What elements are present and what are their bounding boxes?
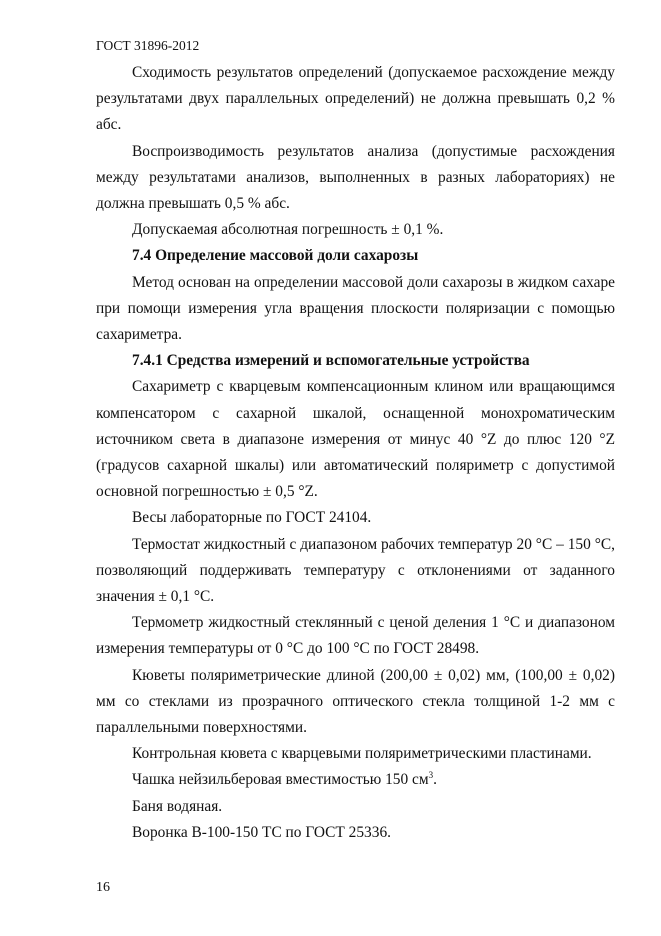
- document-header: ГОСТ 31896-2012: [96, 38, 200, 53]
- paragraph-control-cuvette: Контрольная кювета с кварцевыми поляриметрическими пластинами.: [132, 745, 592, 763]
- section-heading-7-4: 7.4 Определение массовой доли сахарозы: [132, 247, 419, 265]
- dish-superscript: 3: [428, 770, 434, 781]
- paragraph-dish: [96, 767, 615, 793]
- paragraph-thermometer: Термометр жидкостный стеклянный с ценой деления 1 °С и диапазоном измерения температуры от 0 °С до 100 °С по ГОСТ 28498.: [96, 614, 615, 658]
- paragraph-water-bath: Баня водяная.: [132, 797, 223, 815]
- paragraph-reproducibility: Воспроизводимость результатов анализа (допустимые расхождения между результатами анализов, выполненных в разных лабораториях) не должна превышать 0,5 % абс.: [96, 142, 615, 213]
- paragraph-scales: Весы лабораторные по ГОСТ 24104.: [132, 509, 372, 527]
- dish-end: .: [433, 771, 437, 789]
- paragraph-method: Метод основан на определении массовой доли сахарозы в жидком сахаре при помощи измерения угла вращения плоскости поляризации с помощью сахариметра.: [96, 273, 615, 344]
- section-heading-7-4-1: 7.4.1 Средства измерений и вспомогательные устройства: [132, 352, 530, 370]
- paragraph-error: Допускаемая абсолютная погрешность ± 0,1 %.: [132, 221, 444, 239]
- paragraph-thermostat: Термостат жидкостный с диапазоном рабочих температур 20 °С – 150 °С, позволяющий поддерживать температуру с отклонениями от заданного значения ± 0,1 °С.: [96, 535, 615, 606]
- document-body: [96, 60, 615, 846]
- paragraph-funnel: Воронка В-100-150 ТС по ГОСТ 25336.: [132, 823, 391, 841]
- paragraph-convergence: Сходимость результатов определений (допускаемое расхождение между результатами двух параллельных определений) не должна превышать 0,2 % абс.: [96, 64, 615, 134]
- paragraph-cuvettes: Кюветы поляриметрические длиной (200,00 ± 0,02) мм, (100,00 ± 0,02) мм со стеклами из прозрачного оптического стекла толщиной 1-2 мм с параллельными поверхностями.: [96, 666, 615, 737]
- page-number: 16: [96, 880, 110, 895]
- paragraph-saccharimeter: Сахариметр с кварцевым компенсационным клином или вращающимся компенсатором с сахарной шкалой, оснащенной монохроматическим источником света в диапазоне измерения от минус 40 °Z до плюс 120 °Z (градусов сахарной шкалы) или автоматический поляриметр с допустимой основной погрешностью ± 0,5 °Z.: [96, 378, 615, 501]
- dish-text: Чашка нейзильберовая вместимостью 150 см: [132, 771, 429, 789]
